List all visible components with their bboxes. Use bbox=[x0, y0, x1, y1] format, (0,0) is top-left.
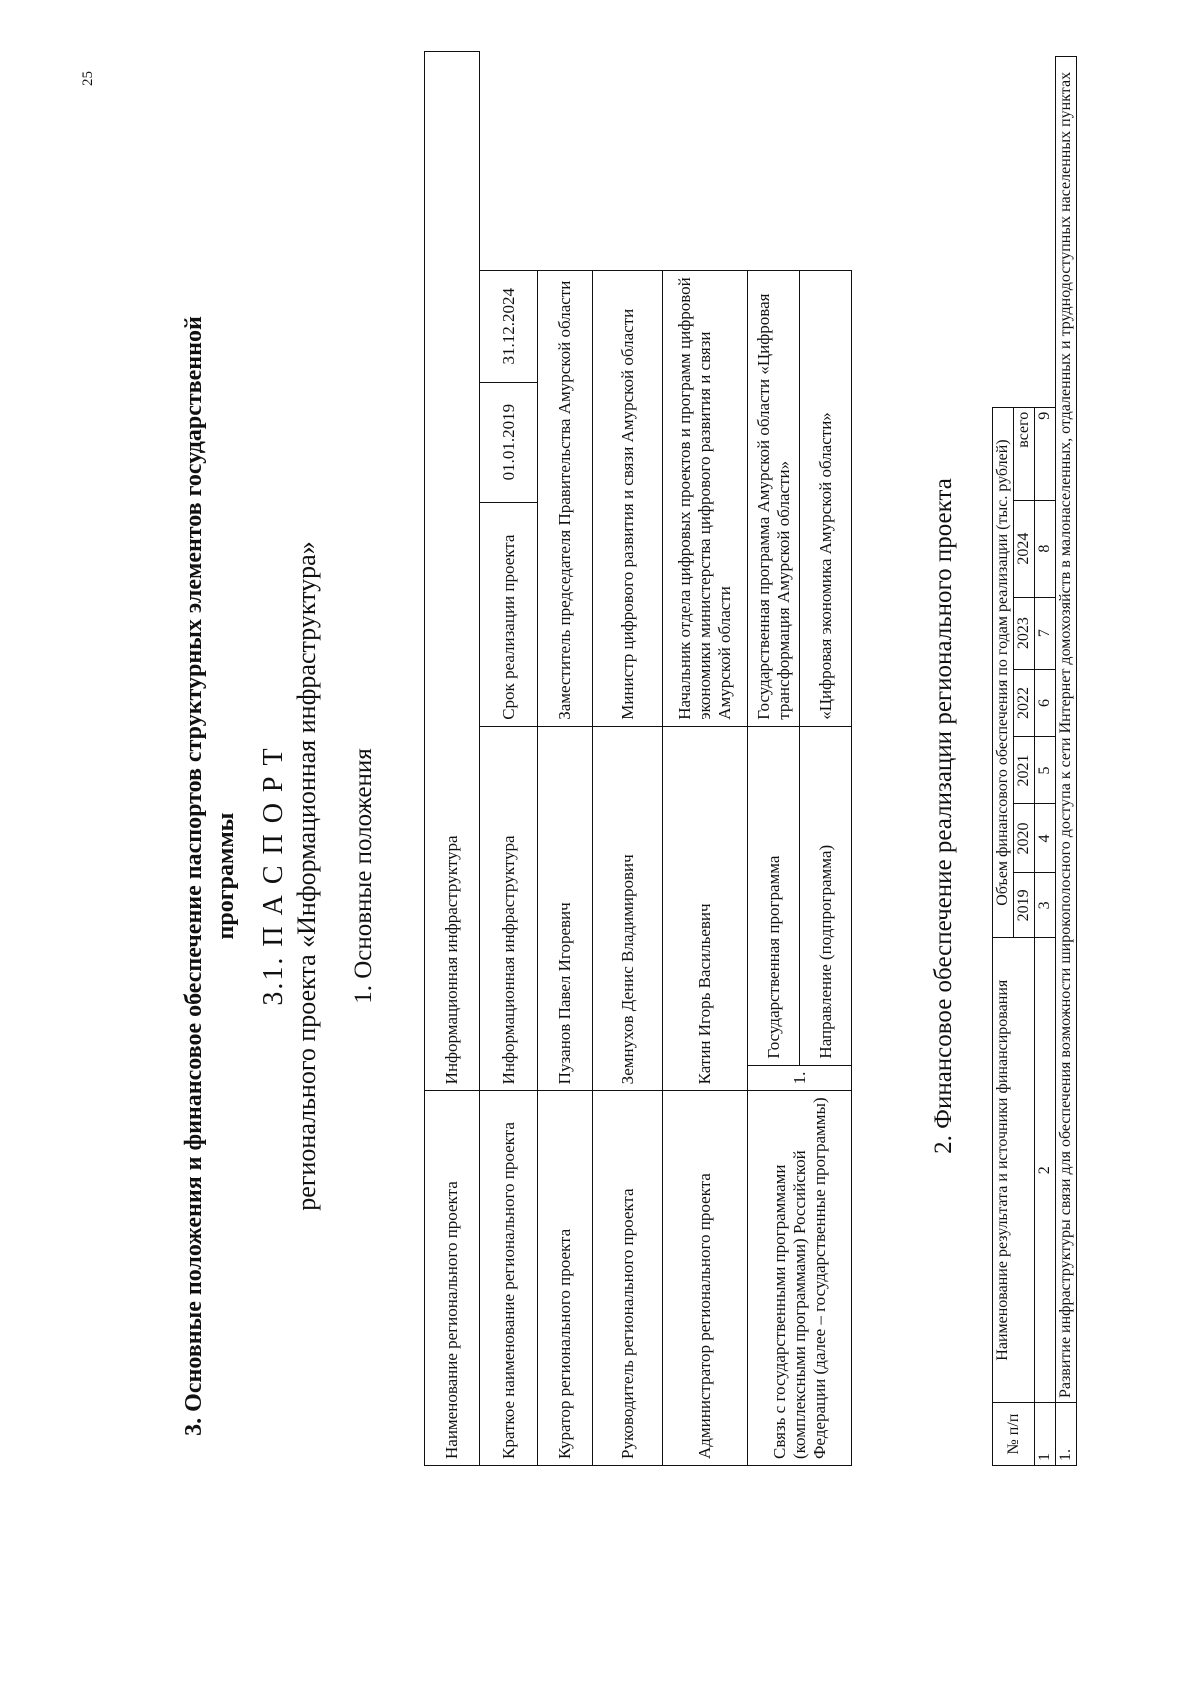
row-position: Начальник отдела цифровых проектов и программ цифровой экономики министерства цифрового развития и связи Амурской области bbox=[663, 270, 748, 726]
result-name: Развитие инфраструктуры связи для обеспечения возможности широкополосного доступа к сети Интернет домохозяйств в малонаселенных, отдаленных и труднодоступных населенных пунктах bbox=[1056, 57, 1077, 1403]
header-volume: Объем финансового обеспечения по годам реализации (тыс. рублей) bbox=[993, 407, 1014, 938]
row-value: Катин Игорь Васильевич bbox=[663, 726, 748, 1091]
page-number: 25 bbox=[80, 71, 96, 86]
program-label: Государственная программа bbox=[748, 726, 800, 1065]
main-provisions-table bbox=[424, 51, 852, 1466]
document-title bbox=[178, 226, 242, 1526]
column-number: 7 bbox=[1035, 597, 1056, 669]
table-row bbox=[480, 52, 538, 1466]
table-row bbox=[593, 52, 663, 1466]
column-number: 1 bbox=[1035, 1403, 1056, 1466]
row-number: 1. bbox=[1056, 1403, 1077, 1466]
year-cell: 2024 bbox=[1014, 500, 1035, 597]
document-title-line2: программы bbox=[213, 812, 239, 940]
section2-title: 2. Финансовое обеспечение реализации регионального проекта bbox=[930, 478, 957, 1154]
row-label: Куратор регионального проекта bbox=[538, 1091, 593, 1466]
year-cell: 2023 bbox=[1014, 597, 1035, 669]
row-number: 1. bbox=[748, 1065, 852, 1091]
header-name: Наименование результата и источники финансирования bbox=[993, 938, 1035, 1403]
row-label: Руководитель регионального проекта bbox=[593, 1091, 663, 1466]
total-header: всего bbox=[1014, 407, 1035, 500]
row-position: Заместитель председателя Правительства Амурской области bbox=[538, 270, 593, 726]
column-number: 5 bbox=[1035, 737, 1056, 804]
table-row bbox=[1035, 57, 1056, 1466]
row-position: Министр цифрового развития и связи Амурской области bbox=[593, 270, 663, 726]
column-number: 8 bbox=[1035, 500, 1056, 597]
passport-subtitle: регионального проекта «Информационная инфраструктура» bbox=[292, 541, 321, 1211]
row-label: Наименование регионального проекта bbox=[425, 1091, 480, 1466]
row-label: Краткое наименование регионального проекта bbox=[480, 1091, 538, 1466]
financing-table bbox=[992, 56, 1077, 1466]
row-value: Информационная инфраструктура bbox=[425, 52, 480, 1091]
passport-title: 3.1. П А С П О Р Т bbox=[258, 746, 289, 1006]
table-row bbox=[748, 52, 800, 1466]
row-value: Информационная инфраструктура bbox=[480, 726, 538, 1091]
column-number: 4 bbox=[1035, 804, 1056, 873]
program-value: Государственная программа Амурской области «Цифровая трансформация Амурской области» bbox=[748, 270, 800, 726]
row-value: Пузанов Павел Игоревич bbox=[538, 726, 593, 1091]
row-label: Администратор регионального проекта bbox=[663, 1091, 748, 1466]
header-number: № п/п bbox=[993, 1403, 1035, 1466]
row-value: Земнухов Денис Владимирович bbox=[593, 726, 663, 1091]
column-number: 6 bbox=[1035, 669, 1056, 737]
year-cell: 2019 bbox=[1014, 873, 1035, 938]
term-start: 01.01.2019 bbox=[480, 382, 538, 502]
term-label: Срок реализации проекта bbox=[480, 502, 538, 726]
year-cell: 2020 bbox=[1014, 804, 1035, 873]
table-row bbox=[663, 52, 748, 1466]
column-number: 3 bbox=[1035, 873, 1056, 938]
table-row bbox=[425, 52, 480, 1466]
subprogram-value: «Цифровая экономика Амурской области» bbox=[800, 270, 852, 726]
document-title-line1: 3. Основные положения и финансовое обеспечение паспортов структурных элементов государственной bbox=[181, 316, 207, 1436]
table-row bbox=[993, 57, 1014, 1466]
section1-title: 1. Основные положения bbox=[350, 748, 377, 1004]
table-row bbox=[1056, 57, 1077, 1466]
row-label: Связь с государственными программами (комплексными программами) Российской Федерации (далее – государственные программы) bbox=[748, 1091, 852, 1466]
term-end: 31.12.2024 bbox=[480, 270, 538, 382]
table-row bbox=[538, 52, 593, 1466]
year-cell: 2022 bbox=[1014, 669, 1035, 737]
year-cell: 2021 bbox=[1014, 737, 1035, 804]
column-number: 9 bbox=[1035, 407, 1056, 500]
subprogram-label: Направление (подпрограмма) bbox=[800, 726, 852, 1065]
column-number: 2 bbox=[1035, 938, 1056, 1403]
